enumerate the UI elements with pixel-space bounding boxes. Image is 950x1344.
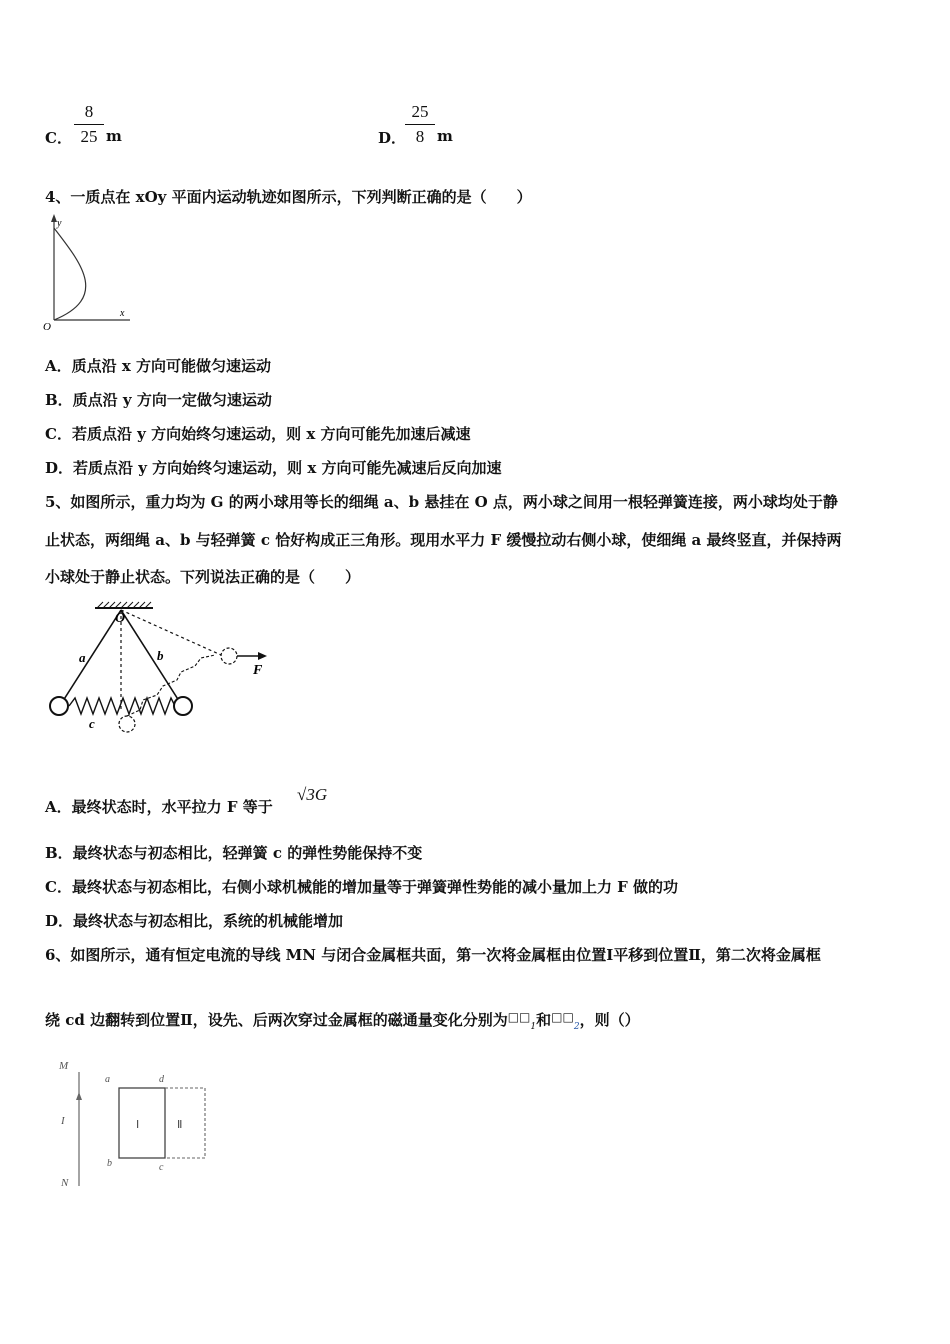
y-axis-label: y [57, 218, 62, 229]
position-2-label: Ⅱ [177, 1119, 183, 1131]
current-i-label: I [61, 1115, 65, 1127]
point-o-label: O [115, 611, 126, 626]
q4-option-c: C．若质点沿 y 方向始终匀速运动，则 x 方向可能先加速后减速 [45, 425, 471, 443]
q4-option-d: D．若质点沿 y 方向始终匀速运动，则 x 方向可能先减速后反向加速 [45, 459, 502, 477]
spring-balls-figure [45, 600, 275, 745]
trajectory-figure [40, 212, 140, 332]
question-4-stem: 4、一质点在 xOy 平面内运动轨迹如图所示，下列判断正确的是（ ） [45, 188, 532, 206]
option-d-numerator: 25 [411, 102, 429, 121]
string-a-label: a [79, 650, 86, 665]
phi-1-symbol: □□ [507, 1010, 531, 1024]
option-c-fraction [74, 102, 104, 147]
spring-c-label: c [89, 716, 95, 731]
wire-frame-figure [55, 1052, 255, 1197]
corner-b-label: b [107, 1158, 112, 1169]
option-c-denominator: 25 [80, 127, 98, 146]
wire-m-label: M [59, 1060, 69, 1072]
option-d-denominator: 8 [415, 127, 425, 146]
q5-option-c: C．最终状态与初态相比，右侧小球机械能的增加量等于弹簧弹性势能的减小量加上力 F 做的功 [45, 878, 679, 896]
force-f-label: F [253, 663, 263, 678]
option-c-unit: m [106, 127, 122, 145]
question-6-stem-end: ，则（） [579, 1011, 640, 1029]
corner-d-label: d [159, 1074, 164, 1085]
option-d-fraction [405, 102, 435, 147]
q5-option-b: B．最终状态与初态相比，轻弹簧 c 的弹性势能保持不变 [45, 844, 423, 862]
option-d-unit: m [437, 127, 453, 145]
q5-option-a-formula: √3G [297, 785, 328, 804]
phi-1-subscript: 1 [530, 1022, 537, 1032]
wire-n-label: N [61, 1177, 69, 1189]
option-c-label: C． [45, 129, 72, 147]
q4-option-b: B．质点沿 y 方向一定做匀速运动 [45, 391, 272, 409]
q5-option-d: D．最终状态与初态相比，系统的机械能增加 [45, 912, 344, 930]
question-5-stem-line-1: 5、如图所示，重力均为 G 的两小球用等长的细绳 a、b 悬挂在 O 点，两小球之间用一根轻弹簧连接，两小球均处于静 [45, 493, 838, 511]
question-6-stem-line-2 [45, 1009, 640, 1032]
option-d-label: D． [378, 129, 407, 147]
corner-c-label: c [159, 1162, 164, 1173]
q4-option-a: A．质点沿 x 方向可能做匀速运动 [45, 357, 272, 375]
question-5-stem-line-2: 止状态，两细绳 a、b 与轻弹簧 c 恰好构成正三角形。现用水平力 F 缓慢拉动右侧小球，使细绳 a 最终竖直，并保持两 [45, 531, 842, 549]
position-1-label: Ⅰ [136, 1119, 140, 1131]
x-axis-label: x [120, 308, 125, 319]
origin-label: O [43, 321, 51, 333]
and-text: 和 [536, 1011, 552, 1029]
question-6-stem-line-1: 6、如图所示，通有恒定电流的导线 MN 与闭合金属框共面，第一次将金属框由位置Ⅰ平移到位置Ⅱ，第二次将金属框 [45, 946, 821, 964]
option-c-numerator: 8 [84, 102, 94, 121]
q5-option-a: A．最终状态时，水平拉力 F 等于 [45, 798, 273, 816]
string-b-label: b [157, 648, 164, 663]
question-6-stem-text: 绕 cd 边翻转到位置Ⅱ，设先、后两次穿过金属框的磁通量变化分别为 [45, 1011, 508, 1029]
corner-a-label: a [105, 1074, 110, 1085]
question-5-stem-line-3: 小球处于静止状态。下列说法正确的是（ ） [45, 568, 361, 586]
phi-2-symbol: □□ [551, 1010, 574, 1024]
phi-2-subscript: 2 [573, 1022, 580, 1032]
